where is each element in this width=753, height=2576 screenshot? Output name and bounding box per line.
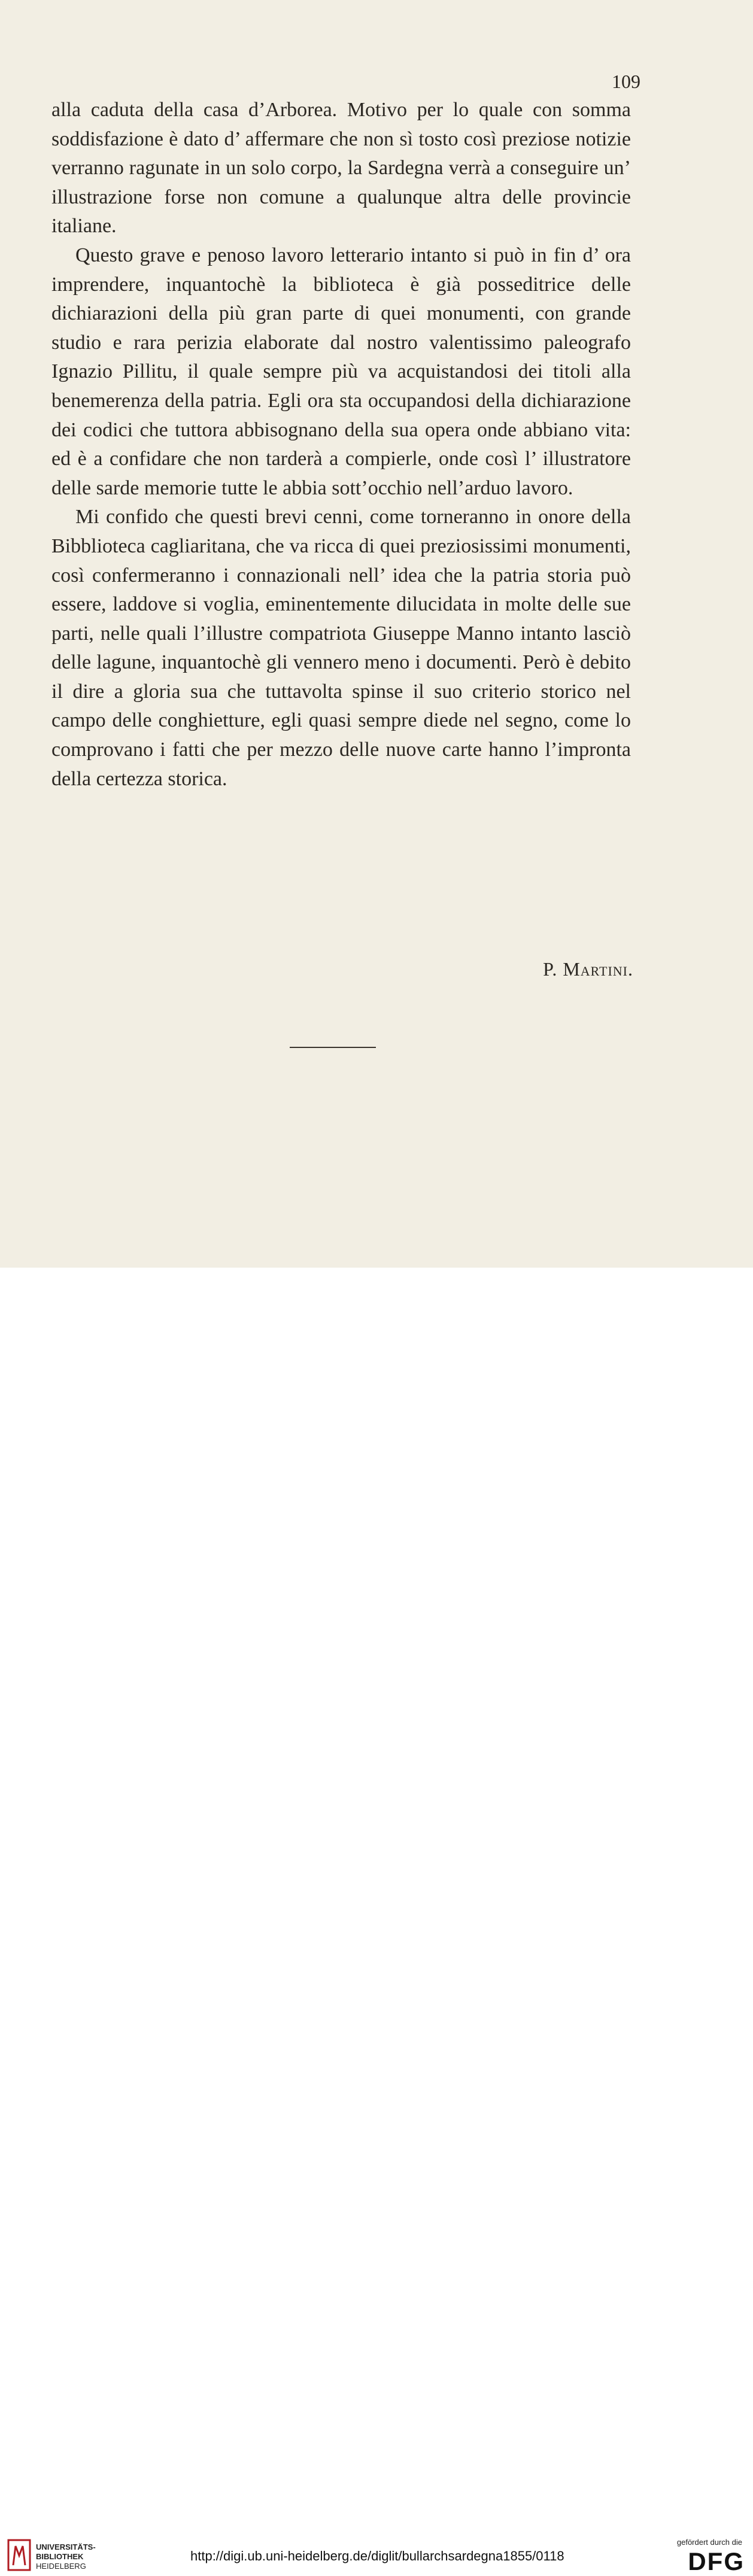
body-text	[51, 96, 631, 794]
library-name-line: UNIVERSITÄTS-	[36, 2542, 96, 2551]
author-signature: P. Martini.	[543, 958, 633, 980]
section-divider	[290, 1047, 376, 1048]
library-name-line: BIBLIOTHEK	[36, 2552, 84, 2561]
paragraph: Questo grave e penoso lavoro letterario intanto si può in fin d’ ora imprendere, inquantochè la biblioteca è già posseditrice delle dichiarazioni della più gran parte di quei monumenti, con grande studio e rara perizia elaborate dal nostro valentissimo paleografo Ignazio Pillitu, il quale sempre più va acquistandosi dei titoli alla benemerenza della patria. Egli ora sta occupandosi della dichiarazione dei codici che tuttora abbisognano della sua opera onde abbiano vita: ed è a confidare che non tarderà a compierle, onde così l’ illustratore delle sarde memorie tutte le abbia sott’occhio nell’arduo lavoro.	[51, 244, 631, 499]
paragraph: Mi confido che questi brevi cenni, come torneranno in onore della Bibblioteca cagliaritana, che va ricca di quei preziosissimi monumenti, così confermeranno i connazionali nell’ idea che la patria storia può essere, laddove si voglia, eminentemente dilucidata in molte delle sue parti, nelle quali l’illustre compatriota Giuseppe Manno intanto lasciò delle lagune, inquantochè gli vennero meno i documenti. Però è debito il dire a gloria sua che tuttavolta spinse il suo criterio storico nel campo delle conghietture, egli quasi sempre diede nel segno, come lo comprovano i fatti che per mezzo delle nuove carte hanno l’impronta della certezza storica.	[51, 506, 631, 790]
dfg-logo: DFG	[688, 2547, 745, 2575]
scanned-page	[0, 0, 753, 1268]
funding-caption: gefördert durch die	[676, 2538, 742, 2547]
library-name-line: HEIDELBERG	[36, 2562, 86, 2571]
permalink-url[interactable]: http://digi.ub.uni-heidelberg.de/diglit/bullarchsardegna1855/0118	[190, 2548, 564, 2563]
viewer-footer	[0, 1268, 753, 2575]
page-number: 109	[612, 71, 640, 92]
university-seal-icon	[7, 2538, 31, 2572]
library-name	[36, 2542, 96, 2571]
paragraph: alla caduta della casa d’Arborea. Motivo per lo quale con somma soddisfazione è dato d’ affermare che non sì tosto così preziose notizie verranno ragunate in un solo corpo, la Sardegna verrà a conseguire un’ illustrazione forse non comune a qualunque altra delle provincie italiane.	[51, 99, 631, 238]
